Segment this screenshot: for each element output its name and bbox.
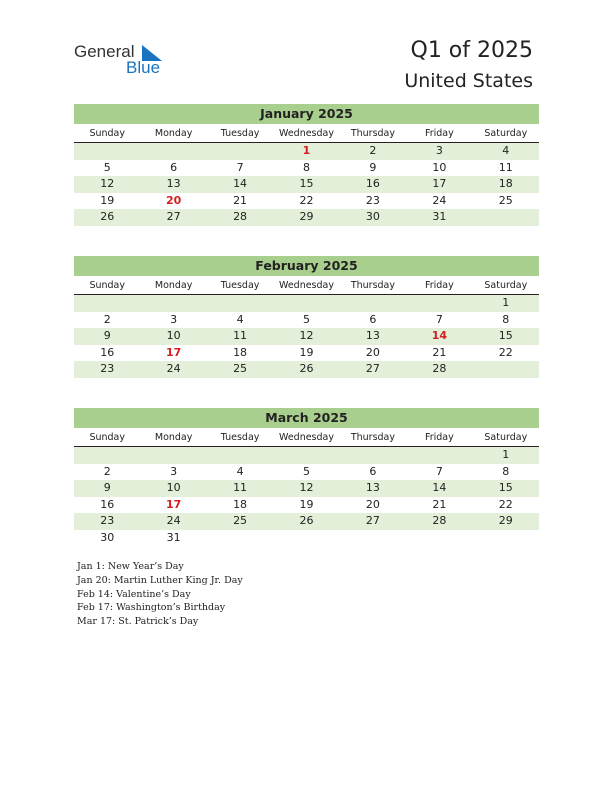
day-cell: 14 [432,481,447,494]
day-cell: 5 [302,464,310,478]
day-cell: 25 [233,514,248,527]
day-cell [207,530,273,547]
day-cell: 10 [166,481,181,494]
day-cell: 8 [302,160,310,174]
weekday-row [74,430,539,447]
day-cell: 17 [165,345,182,359]
day-cell: 29 [299,210,314,223]
day-cell: 16 [100,497,115,511]
weekday-label: Thursday [350,432,396,443]
day-cell [140,143,206,160]
day-cell: 18 [233,345,248,359]
day-cell: 29 [498,514,513,527]
week-row [74,209,539,226]
day-cell [74,143,140,160]
day-cell: 11 [233,481,248,494]
country-name: United States [404,70,533,92]
day-cell: 2 [103,464,111,478]
weekday-label: Saturday [484,128,528,139]
day-cell: 25 [233,362,248,375]
day-cell [273,295,339,312]
day-cell: 6 [170,160,178,174]
week-row [74,530,539,547]
day-cell: 30 [365,210,380,223]
day-cell: 23 [365,193,380,207]
day-cell [473,530,539,547]
month-january [74,104,539,226]
day-cell: 24 [166,362,181,375]
day-cell: 19 [100,193,115,207]
weekday-label: Wednesday [278,128,334,139]
weekday-label: Sunday [89,432,125,443]
day-cell: 22 [299,193,314,207]
week-row [74,312,539,329]
day-cell: 8 [502,312,510,326]
day-cell: 25 [498,193,513,207]
day-cell: 20 [365,345,380,359]
day-cell: 7 [435,464,443,478]
week-row [74,160,539,177]
weekday-label: Friday [424,280,454,291]
weekday-label: Sunday [89,280,125,291]
holiday-note: Jan 1: New Year’s Day [77,561,184,572]
weekday-label: Tuesday [220,432,260,443]
week-row [74,328,539,345]
day-cell: 20 [365,497,380,511]
day-cell: 10 [432,160,447,174]
day-cell: 12 [100,177,115,190]
logo-word-general: General [74,42,135,61]
day-cell [207,295,273,312]
month-march [74,408,539,546]
holiday-notes [77,560,243,629]
month-header: February 2025 [74,256,539,276]
day-cell [473,361,539,378]
day-cell: 12 [299,481,314,494]
logo-word-blue: Blue [126,58,161,77]
weekday-label: Monday [154,128,193,139]
day-cell [273,530,339,547]
weekday-label: Tuesday [220,280,260,291]
week-row [74,447,539,464]
day-cell [340,447,406,464]
day-cell: 4 [502,144,510,157]
day-cell: 23 [100,514,115,527]
day-cell: 9 [103,481,111,494]
day-cell [406,447,472,464]
weekday-label: Thursday [350,128,396,139]
brand-logo [74,42,174,78]
weekday-label: Wednesday [278,280,334,291]
week-row [74,143,539,160]
day-cell: 17 [165,497,182,511]
week-row [74,295,539,312]
day-cell: 28 [233,210,248,223]
day-cell: 4 [236,312,244,326]
day-cell [406,530,472,547]
day-cell: 14 [431,329,447,342]
weekday-label: Wednesday [278,432,334,443]
day-cell: 28 [432,514,447,527]
weekday-row [74,278,539,295]
day-cell: 16 [100,345,115,359]
holiday-note: Feb 17: Washington’s Birthday [77,602,226,614]
weekday-label: Sunday [89,128,125,139]
day-cell: 10 [166,329,181,342]
day-cell: 3 [435,144,443,157]
day-cell: 24 [166,514,181,527]
day-cell: 4 [236,464,244,478]
holiday-note: Mar 17: St. Patrick’s Day [77,616,199,628]
weekday-label: Monday [154,432,193,443]
weekday-label: Friday [424,128,454,139]
day-cell: 24 [432,193,447,207]
day-cell [473,209,539,226]
day-cell: 5 [302,312,310,326]
weekday-row [74,126,539,143]
week-row [74,513,539,530]
day-cell: 6 [369,464,377,478]
day-cell [207,447,273,464]
weekday-label: Saturday [484,280,528,291]
holiday-note: Jan 20: Martin Luther King Jr. Day [77,574,243,586]
day-cell [140,447,206,464]
day-cell: 26 [299,514,314,527]
day-cell [140,295,206,312]
day-cell [340,295,406,312]
day-cell [207,143,273,160]
day-cell: 1 [302,144,311,157]
day-cell: 23 [100,362,115,375]
day-cell: 13 [365,481,380,494]
day-cell: 20 [165,193,182,207]
day-cell: 11 [498,160,513,174]
day-cell [406,295,472,312]
day-cell: 2 [103,312,111,326]
week-row [74,361,539,378]
day-cell: 11 [233,329,248,342]
day-cell: 15 [498,329,513,342]
day-cell: 1 [502,448,510,461]
day-cell: 18 [233,497,248,511]
weekday-label: Tuesday [220,128,260,139]
month-header: March 2025 [74,408,539,428]
day-cell: 31 [166,530,181,544]
day-cell: 8 [502,464,510,478]
day-cell: 21 [432,345,447,359]
day-cell: 9 [369,160,377,174]
page-title: Q1 of 2025 [410,38,533,63]
day-cell [74,447,140,464]
holiday-note: Feb 14: Valentine’s Day [77,588,191,600]
weekday-label: Friday [424,432,454,443]
day-cell: 28 [432,362,447,375]
month-header: January 2025 [74,104,539,124]
week-row [74,480,539,497]
day-cell: 19 [299,345,314,359]
day-cell: 16 [365,177,380,190]
day-cell [74,295,140,312]
week-row [74,497,539,514]
day-cell: 22 [498,345,513,359]
day-cell: 21 [432,497,447,511]
week-row [74,345,539,362]
day-cell: 18 [498,177,513,190]
day-cell: 27 [365,514,380,527]
day-cell [273,447,339,464]
day-cell: 30 [100,530,115,544]
day-cell: 9 [103,329,111,342]
weekday-label: Thursday [350,280,396,291]
day-cell: 14 [233,177,248,190]
day-cell: 22 [498,497,513,511]
weekday-label: Monday [154,280,193,291]
day-cell: 3 [170,464,178,478]
day-cell: 15 [498,481,513,494]
weekday-label: Saturday [484,432,528,443]
day-cell: 31 [432,210,447,223]
day-cell: 19 [299,497,314,511]
day-cell: 15 [299,177,314,190]
month-february [74,256,539,378]
day-cell: 26 [100,210,115,223]
day-cell: 27 [166,210,181,223]
day-cell: 1 [502,296,510,309]
day-cell: 6 [369,312,377,326]
day-cell: 7 [435,312,443,326]
day-cell: 3 [170,312,178,326]
day-cell [340,530,406,547]
day-cell: 5 [103,160,111,174]
day-cell: 12 [299,329,314,342]
day-cell: 13 [365,329,380,342]
week-row [74,176,539,193]
day-cell: 13 [166,177,181,190]
day-cell: 17 [432,177,447,190]
day-cell: 27 [365,362,380,375]
week-row [74,464,539,481]
day-cell: 7 [236,160,244,174]
day-cell: 21 [233,193,248,207]
day-cell: 26 [299,362,314,375]
day-cell: 2 [369,144,377,157]
week-row [74,193,539,210]
